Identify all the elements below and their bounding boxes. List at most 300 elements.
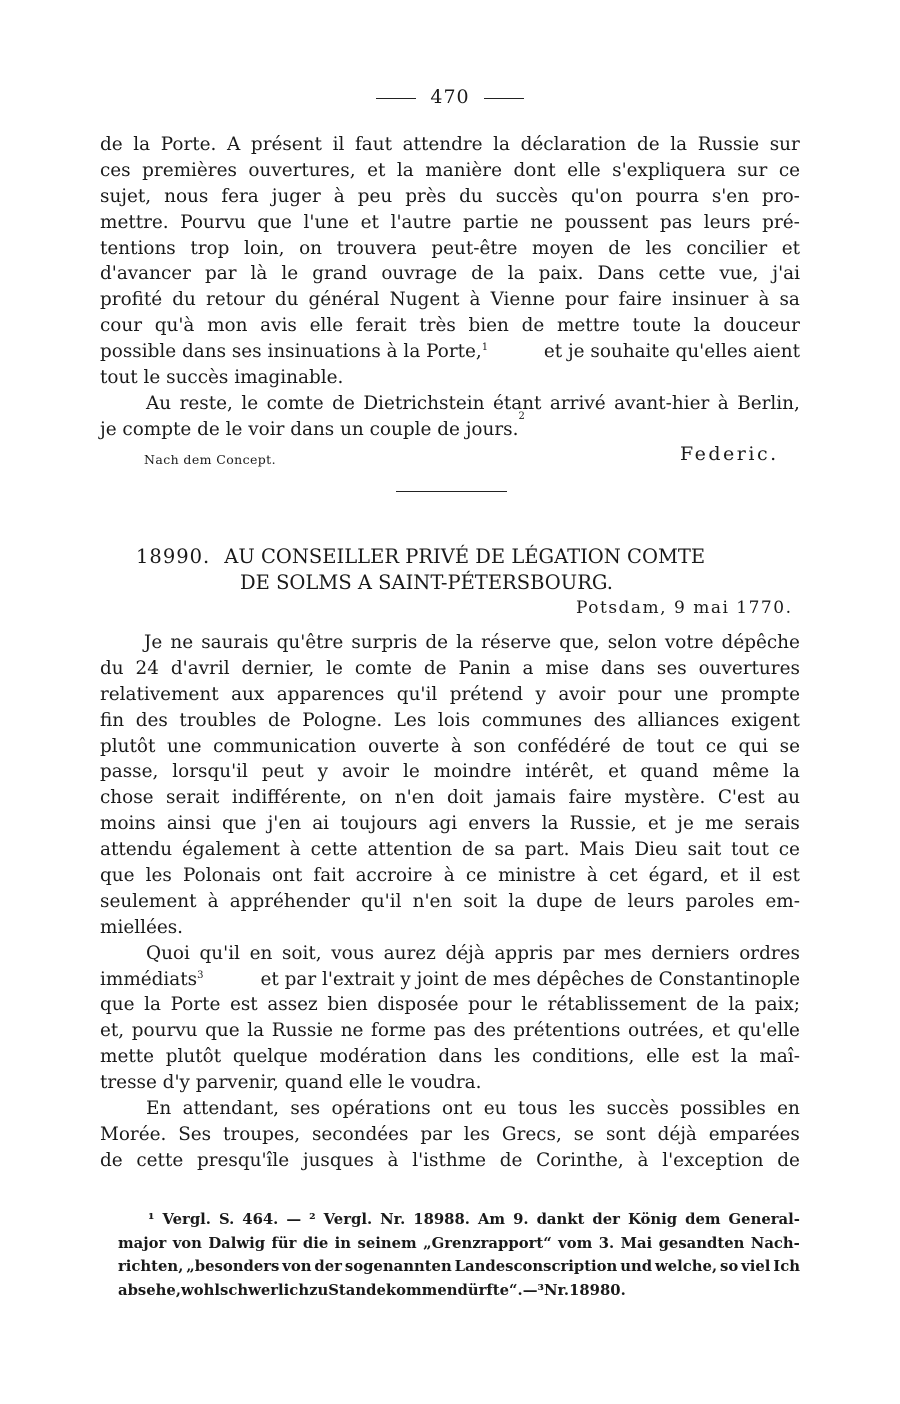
text-segment: tresse d'y parvenir, quand elle le voudra. <box>100 1072 482 1094</box>
text-line <box>100 287 800 313</box>
word: Dans <box>597 263 645 285</box>
word: ce <box>778 839 800 861</box>
word: Nr. <box>543 1281 570 1299</box>
word: de <box>696 994 719 1016</box>
word: leurs <box>703 211 751 233</box>
word: vom <box>558 1234 593 1252</box>
text-segment: tout le succès imaginable. <box>100 367 344 389</box>
page-number-dash-right <box>484 98 524 99</box>
word: présent <box>250 134 322 155</box>
footnote-line <box>118 1255 800 1279</box>
word: envers <box>468 813 531 835</box>
word: concilier <box>686 237 768 259</box>
word: les <box>645 237 672 259</box>
word: confédéré <box>517 735 611 757</box>
word: dernier, <box>241 657 315 679</box>
word: près <box>405 185 447 207</box>
word: — <box>286 1211 302 1228</box>
word: votre <box>664 632 714 653</box>
heading-text: AU CONSEILLER PRIVÉ DE LÉGATION COMTE <box>224 545 706 568</box>
word: dankt <box>536 1211 585 1228</box>
word: ne <box>340 1020 364 1042</box>
word: major <box>118 1234 167 1252</box>
word: l'autre <box>390 211 452 233</box>
word: et <box>781 237 800 259</box>
word: ont <box>271 865 303 887</box>
word: eu <box>483 1098 507 1120</box>
word: Au <box>146 392 172 414</box>
word: mette <box>100 1046 154 1068</box>
heading-line-2: DE SOLMS A SAINT-PÉTERSBOURG. <box>240 571 613 594</box>
word: opérations <box>331 1098 431 1120</box>
word: et <box>608 761 627 783</box>
word: kommen <box>385 1281 458 1299</box>
word: moyen <box>532 237 594 259</box>
word: du <box>100 657 124 679</box>
word: me <box>705 813 734 835</box>
word: la <box>730 1046 748 1068</box>
text-line <box>100 1122 800 1148</box>
word: Panin <box>458 657 511 679</box>
word: que <box>100 865 135 887</box>
word: prompte <box>720 683 800 705</box>
word: paix. <box>538 263 584 285</box>
word: von <box>172 1234 202 1252</box>
letter-continuation <box>100 132 800 443</box>
word: leurs <box>627 890 675 912</box>
word: Ses <box>178 1123 212 1145</box>
word: par <box>562 942 595 964</box>
word: possibles <box>680 1098 766 1120</box>
word: General- <box>728 1211 800 1228</box>
word: tentions <box>100 237 176 259</box>
word: qu'on <box>570 185 623 207</box>
word: très <box>419 315 456 337</box>
word: zu <box>309 1281 329 1299</box>
word: sa <box>494 839 515 861</box>
word: die <box>302 1234 329 1252</box>
footnote-line <box>118 1208 800 1232</box>
word: avoir <box>558 683 606 705</box>
text-line <box>100 941 800 967</box>
word: dans <box>600 657 645 679</box>
word: le <box>241 392 259 414</box>
word: n'en <box>412 890 453 912</box>
word: passe, <box>100 761 159 783</box>
word: par <box>204 263 237 285</box>
word: Je <box>144 632 163 653</box>
word: mystère. <box>624 787 706 809</box>
word: en <box>249 942 273 964</box>
word: 18980. <box>569 1281 626 1299</box>
word: sur <box>769 134 800 155</box>
word: loin, <box>243 237 285 259</box>
word: y <box>317 761 329 783</box>
word: de <box>521 315 545 337</box>
text-line <box>100 1044 800 1070</box>
word: Nach- <box>750 1234 800 1252</box>
word: faut <box>354 134 392 155</box>
word: est <box>229 994 258 1016</box>
word: la <box>133 134 151 155</box>
word: à <box>758 289 770 311</box>
word: une <box>673 683 709 705</box>
word: der <box>314 1258 342 1275</box>
word: elle <box>646 1046 680 1068</box>
text-segment: immédiats <box>100 968 198 990</box>
word: les <box>463 1123 490 1145</box>
word: Morée. <box>100 1123 167 1145</box>
word: Mais <box>579 839 625 861</box>
word: à <box>387 1149 399 1171</box>
source-note: Nach dem Concept. <box>144 452 276 467</box>
word: peu <box>357 185 393 207</box>
text-line <box>100 1096 800 1122</box>
word: juger <box>271 185 321 207</box>
word: ne <box>170 632 194 653</box>
word: il <box>332 134 345 155</box>
word: Vergl. <box>323 1211 373 1228</box>
word: richten, <box>118 1258 184 1275</box>
word: ainsi <box>166 813 211 835</box>
word: qu'il <box>396 683 438 705</box>
word: absehe, <box>118 1281 182 1299</box>
word: insinuer <box>671 289 749 311</box>
word: von <box>282 1258 312 1275</box>
word: ont <box>442 1098 473 1120</box>
text-line <box>100 967 800 993</box>
footnote-ref-3: 3 <box>197 969 204 981</box>
word: de <box>425 632 449 653</box>
word: toujours <box>340 813 418 835</box>
word: faire <box>618 289 662 311</box>
word: comte <box>266 392 324 414</box>
word: agi <box>428 813 458 835</box>
section-divider <box>396 491 507 492</box>
word: communication <box>213 735 357 757</box>
word: sait <box>687 839 722 861</box>
word: du <box>459 185 483 207</box>
word: reste, <box>179 392 233 414</box>
word: appris <box>494 942 554 964</box>
word: profité <box>100 289 163 311</box>
word: et <box>360 211 379 233</box>
word: für <box>271 1234 297 1252</box>
word: réserve <box>481 632 552 653</box>
word: j'en <box>267 813 302 835</box>
word: l'isthme <box>412 1149 487 1171</box>
word: 9. <box>513 1211 529 1228</box>
word: ouvrage <box>381 263 458 285</box>
word: il <box>749 865 762 887</box>
word: déjà <box>657 1123 697 1145</box>
word: je <box>677 813 694 835</box>
word: à <box>443 865 455 887</box>
text-line <box>100 656 800 682</box>
word: 24 <box>135 657 159 679</box>
word: modération <box>319 1046 427 1068</box>
word: dont <box>513 159 556 181</box>
word: avoir <box>341 761 390 783</box>
word: des <box>135 709 168 731</box>
text-segment: possible dans ses insinuations à la Porte, <box>100 341 482 363</box>
word: la <box>508 890 526 912</box>
word: également <box>181 839 280 861</box>
word: pour <box>468 994 512 1016</box>
word: les <box>145 865 172 887</box>
word: ai <box>312 813 330 835</box>
word: cour <box>100 315 143 337</box>
word: in <box>334 1234 352 1252</box>
text-line <box>100 759 800 785</box>
word: ses <box>290 1098 321 1120</box>
word: que, <box>559 632 600 653</box>
word: sa <box>779 289 800 311</box>
footnote-ref-1: 1 <box>481 342 489 354</box>
word: wohl <box>181 1281 221 1299</box>
word: on <box>299 237 323 259</box>
word: comte <box>354 657 412 679</box>
word: exigent <box>730 709 800 731</box>
word: le <box>402 761 420 783</box>
word: de <box>268 709 291 731</box>
word: de <box>622 735 645 757</box>
word: qu'il <box>199 942 240 964</box>
word: est <box>691 1046 720 1068</box>
word: Dietrichstein <box>363 392 485 414</box>
word: Quoi <box>146 942 190 964</box>
word: „besonders <box>186 1258 280 1275</box>
word: surpris <box>351 632 418 653</box>
word: et <box>719 865 739 887</box>
word: emparées <box>708 1123 800 1145</box>
word: Polonais <box>183 865 261 887</box>
word: dépêche <box>721 632 800 653</box>
word: déjà <box>445 942 485 964</box>
word: prétend <box>449 683 524 705</box>
word: nous <box>164 185 209 207</box>
text-line <box>100 158 800 184</box>
word: part. <box>524 839 570 861</box>
word: aux <box>231 683 265 705</box>
word: avis <box>260 315 297 337</box>
word: fin <box>100 709 125 731</box>
word: général <box>308 289 380 311</box>
word: ces <box>100 159 131 181</box>
word: 3. <box>598 1234 615 1252</box>
word: A <box>227 134 241 155</box>
word: und <box>620 1258 653 1275</box>
word: le <box>521 994 538 1016</box>
word: peut-être <box>431 237 518 259</box>
word: qu'être <box>276 632 344 653</box>
word: ¹ <box>148 1211 155 1228</box>
word: aurez <box>383 942 436 964</box>
text-segment: et je souhaite qu'elles aient <box>543 341 800 363</box>
word: trouvera <box>336 237 417 259</box>
word: attendu <box>100 839 173 861</box>
word: et <box>711 1020 731 1042</box>
word: est <box>772 865 800 887</box>
word: relativement <box>100 683 219 705</box>
word: de <box>593 890 617 912</box>
word: et, <box>100 1020 125 1042</box>
word: welche, <box>655 1258 718 1275</box>
text-line <box>100 837 800 863</box>
word: en <box>777 1098 800 1120</box>
word: la <box>456 632 473 653</box>
word: toute <box>632 315 682 337</box>
word: forme <box>371 1020 427 1042</box>
word: a <box>522 657 534 679</box>
word: attendant, <box>182 1098 279 1120</box>
word: sur <box>737 159 768 181</box>
text-line <box>100 261 800 287</box>
word: serait <box>166 787 220 809</box>
word: là <box>250 263 268 285</box>
word: des <box>593 709 626 731</box>
word: schwerlich <box>220 1281 310 1299</box>
word: attendre <box>402 134 483 155</box>
word: outrées, <box>628 1020 705 1042</box>
word: la <box>493 134 510 155</box>
word: alliances <box>637 709 720 731</box>
word: indifférente, <box>231 787 347 809</box>
word: ses <box>656 657 687 679</box>
word: les <box>494 1046 521 1068</box>
signature: Federic. <box>680 443 779 465</box>
word: Vergl. <box>162 1211 211 1228</box>
word: serais <box>744 813 800 835</box>
word: elle <box>309 315 344 337</box>
word: lois <box>437 709 471 731</box>
word: par <box>420 1123 452 1145</box>
dateline: Potsdam, 9 mai 1770. <box>576 598 793 618</box>
text-line <box>100 1018 800 1044</box>
word: cet <box>608 865 638 887</box>
word: Vienne <box>490 289 555 311</box>
word: déclaration <box>520 134 627 155</box>
text-line <box>100 734 800 760</box>
text-line <box>100 313 800 339</box>
text-line <box>100 365 800 391</box>
letter-number: 18990. <box>136 545 211 568</box>
word: pourra <box>635 185 699 207</box>
word: mettre. <box>100 211 169 233</box>
word: ouvertures, <box>248 159 356 181</box>
word: assez <box>267 994 318 1016</box>
word: la <box>396 159 414 181</box>
word: arrivé <box>549 392 606 414</box>
word: ouvertures <box>698 657 800 679</box>
word: Nr. <box>380 1211 406 1228</box>
text-segment: et par l'extrait y joint de mes dépêches de Constantinople <box>260 968 800 990</box>
word: seinem <box>357 1234 417 1252</box>
word: peut <box>261 761 304 783</box>
word: dans <box>438 1046 483 1068</box>
word: s'en <box>711 185 750 207</box>
word: les <box>569 1098 596 1120</box>
word: s'expliquera <box>612 159 726 181</box>
page-number-text: 470 <box>430 86 470 108</box>
word: Russie <box>697 134 760 155</box>
word: chose <box>100 787 154 809</box>
word: Porte. <box>160 134 217 155</box>
word: fera <box>221 185 259 207</box>
word: pour <box>564 289 609 311</box>
word: doit <box>446 787 484 809</box>
word: cette <box>310 839 358 861</box>
word: „Grenzrapport“ <box>423 1234 552 1252</box>
word: la <box>247 1020 265 1042</box>
word: soit <box>463 890 498 912</box>
word: apparences <box>276 683 385 705</box>
text-line <box>100 682 800 708</box>
word: qu'il <box>361 890 402 912</box>
word: Pologne. <box>302 709 383 731</box>
word: fait <box>313 865 345 887</box>
word: König <box>627 1211 678 1228</box>
word: que <box>205 1020 240 1042</box>
word: plutôt <box>100 735 156 757</box>
word: de <box>100 134 123 155</box>
word: se <box>573 1123 595 1145</box>
text-line <box>100 889 800 915</box>
word: de <box>608 237 631 259</box>
word: Porte <box>170 994 221 1016</box>
word: égard, <box>648 865 709 887</box>
word: — <box>522 1281 538 1299</box>
text-segment: je compte de le voir dans un couple de jours. <box>100 418 519 440</box>
word: à <box>637 1149 649 1171</box>
word: de <box>471 263 494 285</box>
word: cette <box>136 1149 184 1171</box>
word: que <box>221 813 257 835</box>
word: tous <box>517 1098 558 1120</box>
word: qu'à <box>154 315 195 337</box>
text-line <box>100 630 800 656</box>
word: seulement <box>100 890 197 912</box>
text-line <box>100 1070 800 1096</box>
word: Dalwig <box>208 1234 266 1252</box>
word: disposée <box>377 994 459 1016</box>
word: lorsqu'il <box>172 761 248 783</box>
word: mettre <box>556 315 620 337</box>
text-line <box>100 236 800 262</box>
word: Pourvu <box>180 211 246 233</box>
word: avant-hier <box>614 392 710 414</box>
footnote-ref-2: 2 <box>518 410 525 422</box>
footnote-line <box>118 1279 800 1303</box>
word: tout <box>731 839 769 861</box>
word: la <box>144 994 161 1016</box>
word: de <box>499 1149 523 1171</box>
word: que <box>100 994 135 1016</box>
word: ordres <box>739 942 800 964</box>
word: Russie, <box>569 813 637 835</box>
text-line <box>100 210 800 236</box>
word: la <box>541 813 559 835</box>
word: accroire <box>355 865 433 887</box>
word: vous <box>331 942 375 964</box>
word: ce <box>705 735 727 757</box>
text-line <box>100 132 800 158</box>
text-line <box>100 811 800 837</box>
word: sogenannten <box>344 1258 452 1275</box>
page-number-dash-left <box>376 98 416 99</box>
text-line <box>100 391 800 417</box>
word: qui <box>738 735 769 757</box>
